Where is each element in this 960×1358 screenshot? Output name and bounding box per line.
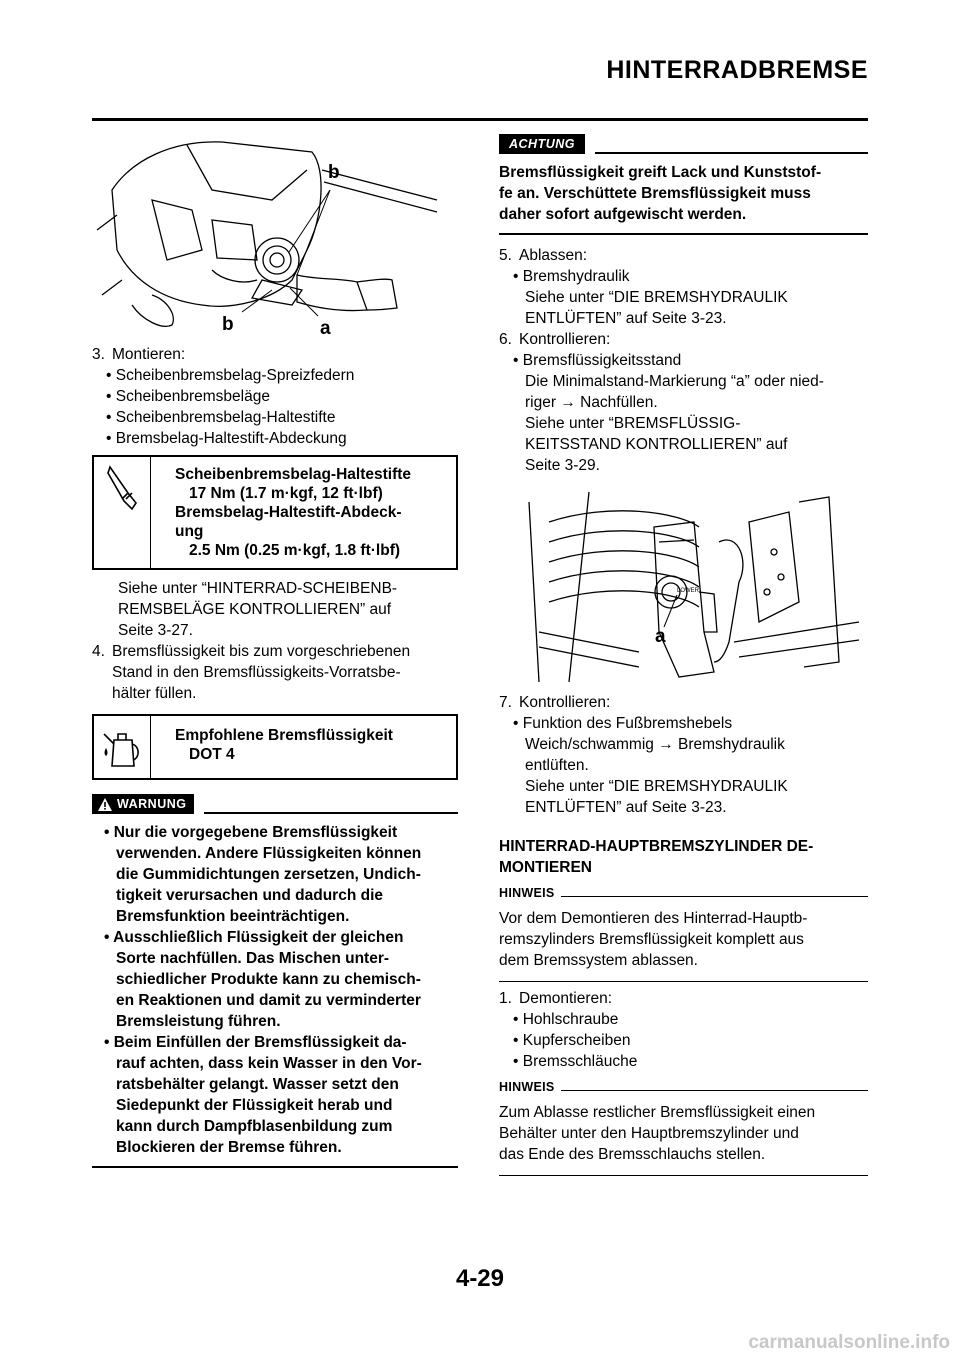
- step-6: [499, 329, 868, 476]
- figure-label-b-bottom: b: [222, 314, 234, 335]
- spec-name: Bremsbelag-Haltestift-Abdeck-: [175, 504, 402, 521]
- warning-item: • Nur die vorgegebene Bremsflüssigkeit verwenden. Andere Flüssigkeiten können die Gummidichtungen zersetzen, Undich- tigkeit verursachen und dadurch die Bremsfunktion beeinträchtigen.: [104, 824, 422, 925]
- reservoir-drawing: [499, 482, 868, 692]
- step-5-title: 5. Ablassen:: [499, 247, 588, 264]
- step-1-bullet: • Kupferscheiben: [513, 1032, 631, 1049]
- reference-line: Seite 3-27.: [118, 622, 193, 639]
- step-5: [499, 245, 868, 329]
- achtung-label: ACHTUNG: [509, 137, 575, 151]
- reference-line: REMSBELÄGE KONTROLLIEREN” auf: [118, 601, 392, 618]
- fluid-spec-box: [92, 714, 458, 780]
- spec-value: DOT 4: [189, 746, 235, 763]
- left-column: [92, 130, 458, 1168]
- step-6-bullet: • Bremsflüssigkeitsstand: [513, 352, 682, 369]
- step-7-line: Weich/schwammig → Bremshydraulik: [525, 736, 785, 753]
- note-line: Behälter unter den Hauptbremszylinder und: [499, 1125, 799, 1142]
- caliper-drawing: [92, 130, 458, 340]
- note-line: das Ende des Bremsschlauchs stellen.: [499, 1146, 766, 1163]
- warning-banner: [92, 794, 458, 814]
- warning-item: • Beim Einfüllen der Bremsflüssigkeit da- rauf achten, dass kein Wasser in den Vor- ratsbehälter gelangt. Wasser setzt den Siedepunkt der Flüssigkeit herab und kann durch Dampfblasenbildung zum Blockieren der Bremse führen.: [104, 1034, 422, 1156]
- section-heading-line: MONTIEREN: [499, 859, 592, 876]
- achtung-banner: [499, 134, 868, 154]
- note-1-text: [499, 908, 868, 971]
- step-7: [499, 692, 868, 818]
- note-line: remszylinders Bremsflüssigkeit komplett aus: [499, 931, 804, 948]
- achtung-end-rule: [499, 233, 868, 235]
- step-4-line: Stand in den Bremsflüssigkeits-Vorratsbe-: [112, 664, 401, 681]
- spec-name: Empfohlene Bremsflüssigkeit: [175, 727, 393, 744]
- step-7-line: ENTLÜFTEN” auf Seite 3-23.: [525, 799, 727, 816]
- step-4-line: 4. Bremsflüssigkeit bis zum vorgeschriebenen: [92, 643, 411, 660]
- step-5-line: Siehe unter “DIE BREMSHYDRAULIK: [525, 289, 788, 306]
- torque-spec-text: [151, 457, 419, 568]
- right-column: [499, 130, 868, 1176]
- step-6-line: Siehe unter “BREMSFLÜSSIG-: [525, 415, 741, 432]
- step-6-line: KEITSSTAND KONTROLLIEREN” auf: [525, 436, 788, 453]
- section-heading: [499, 836, 868, 878]
- achtung-badge: [499, 134, 585, 154]
- note-line: Zum Ablasse restlicher Bremsflüssigkeit einen: [499, 1104, 816, 1121]
- achtung-line: fe an. Verschüttete Bremsflüssigkeit muss: [499, 185, 811, 202]
- achtung-rule: [595, 152, 868, 154]
- step-1: [499, 988, 868, 1072]
- note-2-end-rule: [499, 1175, 868, 1176]
- torque-spec-box: [92, 455, 458, 570]
- step-3-bullet: • Scheibenbremsbelag-Spreizfedern: [106, 367, 355, 384]
- achtung-line: Bremsflüssigkeit greift Lack und Kunststof-: [499, 164, 822, 181]
- watermark[interactable]: carmanualsonline.info: [748, 1332, 950, 1353]
- step-4-line: hälter füllen.: [112, 685, 197, 702]
- achtung-line: daher sofort aufgewischt werden.: [499, 206, 747, 223]
- header-rule: [92, 118, 868, 121]
- step-7-line: Siehe unter “DIE BREMSHYDRAULIK: [525, 778, 788, 795]
- step-3-bullet: • Scheibenbremsbeläge: [106, 388, 270, 405]
- fluid-spec-text: [151, 716, 401, 778]
- step-6-line: Die Minimalstand-Markierung “a” oder nied-: [525, 373, 824, 390]
- step-4: [92, 641, 458, 704]
- step-6-title: 6. Kontrollieren:: [499, 331, 611, 348]
- note-rule: [561, 896, 868, 897]
- reservoir-figure: [499, 482, 868, 692]
- step-3: [92, 344, 458, 449]
- achtung-text: [499, 162, 868, 225]
- lower-mark: LOWER: [677, 588, 700, 594]
- section-heading-line: HINTERRAD-HAUPTBREMSZYLINDER DE-: [499, 838, 814, 855]
- step-7-bullet: • Funktion des Fußbremshebels: [513, 715, 733, 732]
- note-1-header: [499, 886, 868, 900]
- spec-name: ung: [175, 523, 204, 540]
- note-2-header: [499, 1080, 868, 1094]
- note-line: dem Bremssystem ablassen.: [499, 952, 698, 969]
- figure-label-a: a: [655, 626, 666, 647]
- warning-icon: [98, 798, 112, 811]
- page-number: 4-29: [455, 1265, 505, 1292]
- note-rule: [561, 1090, 868, 1091]
- page-title: HINTERRADBREMSE: [606, 56, 868, 84]
- step-1-bullet: • Hohlschraube: [513, 1011, 619, 1028]
- warning-end-rule: [92, 1166, 458, 1168]
- note-2-text: [499, 1102, 868, 1165]
- warning-rule: [204, 812, 458, 814]
- spec-name: Scheibenbremsbelag-Haltestifte: [175, 466, 412, 483]
- note-line: Vor dem Demontieren des Hinterrad-Hauptb-: [499, 910, 808, 927]
- warning-item: • Ausschließlich Flüssigkeit der gleichen Sorte nachfüllen. Das Mischen unter- schiedlicher Produkte kann zu chemisch- en Reaktionen und damit zu verminderter Bremsleistung führen.: [104, 929, 421, 1030]
- spec-value: 17 Nm (1.7 m·kgf, 12 ft·lbf): [189, 485, 383, 502]
- step-3-title: 3. Montieren:: [92, 346, 186, 363]
- oil-can-icon: [94, 716, 151, 778]
- reference-line: Siehe unter “HINTERRAD-SCHEIBENB-: [118, 580, 398, 597]
- step-3-bullet: • Scheibenbremsbelag-Haltestifte: [106, 409, 336, 426]
- step-1-title: 1. Demontieren:: [499, 990, 613, 1007]
- step-6-line: riger → Nachfüllen.: [525, 394, 658, 411]
- step-7-line: entlüften.: [525, 757, 589, 774]
- step-6-line: Seite 3-29.: [525, 457, 600, 474]
- note-label: HINWEIS: [499, 886, 555, 900]
- figure-label-b-top: b: [328, 162, 340, 183]
- warning-label: WARNUNG: [117, 797, 187, 811]
- figure-label-a: a: [320, 318, 331, 339]
- warning-badge: [92, 794, 194, 814]
- note-label: HINWEIS: [499, 1080, 555, 1094]
- step-5-bullet: • Bremshydraulik: [513, 268, 630, 285]
- warning-text: [92, 822, 458, 1158]
- reference-1: [92, 578, 458, 641]
- step-5-line: ENTLÜFTEN” auf Seite 3-23.: [525, 310, 727, 327]
- step-1-bullet: • Bremsschläuche: [513, 1053, 638, 1070]
- step-7-title: 7. Kontrollieren:: [499, 694, 611, 711]
- step-3-bullet: • Bremsbelag-Haltestift-Abdeckung: [106, 430, 347, 447]
- note-1-end-rule: [499, 981, 868, 982]
- torque-wrench-icon: [94, 457, 151, 568]
- spec-value: 2.5 Nm (0.25 m·kgf, 1.8 ft·lbf): [189, 542, 401, 559]
- caliper-figure: [92, 130, 458, 340]
